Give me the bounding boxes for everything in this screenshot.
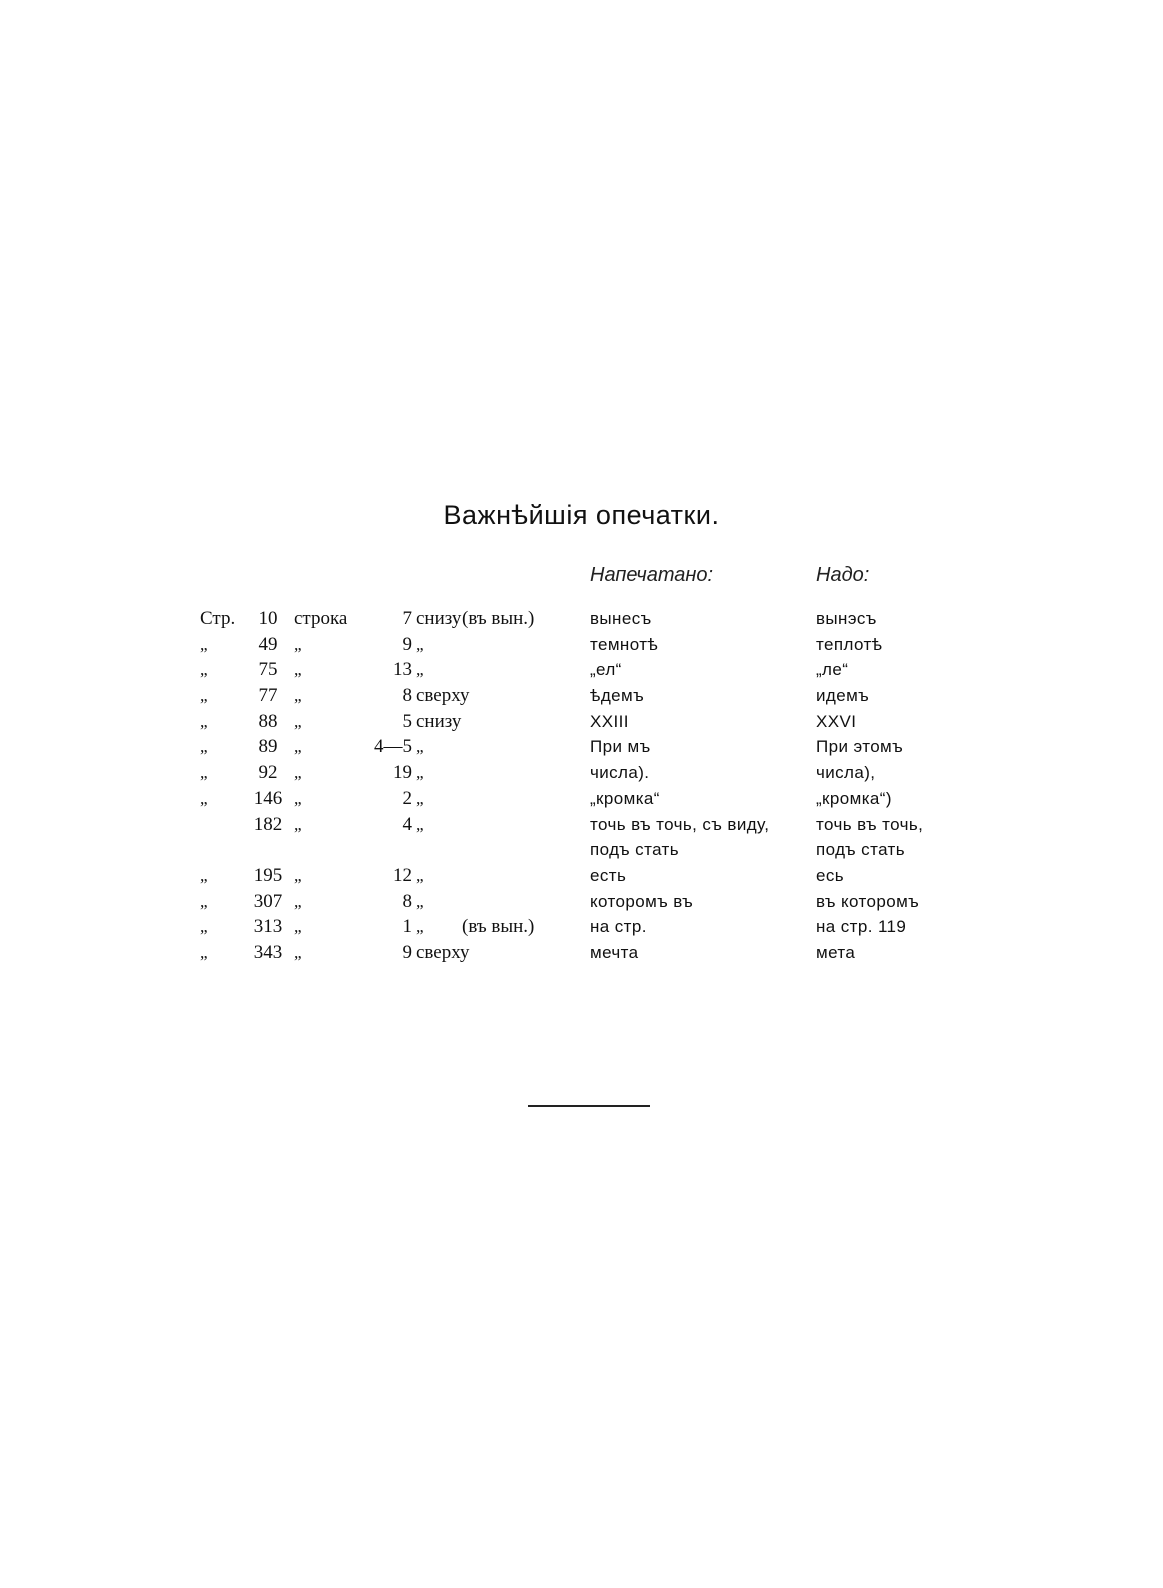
line-word-cell: строка [294,608,348,629]
line-word-cell: „ [294,917,302,937]
direction-cell: „ [416,737,424,757]
note-cell: (въ вын.) [462,916,535,938]
closing-rule [528,1105,650,1107]
direction-cell: снизу [416,710,462,732]
printed-cell: ѣдемъ [590,686,645,706]
line-number-cell: 12 [393,864,412,886]
correction-cell: въ которомъ [816,891,920,911]
errata-row [0,632,1163,658]
printed-cell: на стр. [590,917,647,937]
line-word-cell: „ [294,711,302,731]
line-word-cell: „ [294,686,302,706]
printed-cell: подъ стать [590,840,679,860]
direction-cell: „ [416,788,424,808]
page-word-cell: Стр. [200,608,236,629]
errata-row [0,837,1163,863]
printed-cell: мечта [590,942,639,962]
errata-row [0,812,1163,838]
printed-cell: При мъ [590,737,651,757]
line-number-cell: 9 [402,633,412,655]
errata-row [0,709,1163,735]
header-printed: Напечатано: [590,564,714,586]
page-word-cell: „ [200,660,208,680]
line-number-cell: 2 [402,787,412,809]
line-word-cell: „ [294,814,302,834]
page-word-cell: „ [200,942,208,962]
line-number-cell: 4 [402,813,412,835]
line-word-cell: „ [294,763,302,783]
direction-cell: сверху [416,941,470,963]
errata-row [0,760,1163,786]
direction-cell: „ [416,865,424,885]
page-number-cell: 146 [253,787,283,809]
errata-table [0,606,1163,966]
page-word-cell: „ [200,711,208,731]
direction-cell: „ [416,763,424,783]
page-word-cell: „ [200,737,208,757]
page-number-cell: 343 [253,941,283,963]
correction-cell: на стр. 119 [816,917,907,937]
errata-row [0,914,1163,940]
direction-cell: „ [416,891,424,911]
errata-row [0,863,1163,889]
line-word-cell: „ [294,788,302,808]
direction-cell: сверху [416,685,470,707]
line-number-cell: 13 [393,659,412,681]
page-number-cell: 75 [258,659,278,681]
note-cell: (въ вын.) [462,608,535,629]
page-number-cell: 195 [253,864,283,886]
page-title: Важнѣйшія опечатки. [443,500,720,530]
line-word-cell: „ [294,865,302,885]
direction-cell: „ [416,660,424,680]
direction-cell: снизу [416,608,462,629]
line-number-cell: 8 [402,890,412,912]
printed-cell: темнотѣ [590,634,659,654]
page-number-cell: 49 [258,633,278,655]
direction-cell: „ [416,634,424,654]
correction-cell: точь въ точь, [816,814,924,834]
correction-cell: XXVI [816,711,857,731]
printed-cell: „кромка“ [590,788,660,808]
line-number-cell: 5 [402,710,412,732]
line-number-cell: 7 [402,608,412,629]
page-number-cell: 77 [258,685,278,707]
correction-cell: вынэсъ [816,609,877,628]
errata-row [0,657,1163,683]
page-word-cell: „ [200,686,208,706]
page-number-cell: 92 [258,762,278,784]
line-number-cell: 19 [393,762,412,784]
page-word-cell: „ [200,865,208,885]
printed-cell: вынесъ [590,609,652,628]
correction-cell: „ле“ [816,660,849,680]
line-word-cell: „ [294,660,302,680]
header-should: Надо: [816,564,870,586]
page-number-cell: 89 [258,736,278,758]
line-number-cell: 8 [402,685,412,707]
line-word-cell: „ [294,737,302,757]
printed-cell: числа). [590,763,650,783]
page-word-cell: „ [200,891,208,911]
line-number-cell: 1 [402,916,412,938]
page-number-cell: 313 [253,916,283,938]
errata-row [0,683,1163,709]
page-number-cell: 307 [253,890,283,912]
direction-cell: „ [416,814,424,834]
correction-cell: есь [816,865,845,885]
page-number-cell: 88 [258,710,278,732]
correction-cell: числа), [816,763,876,783]
page-word-cell: „ [200,917,208,937]
errata-row [0,889,1163,915]
page-word-cell: „ [200,788,208,808]
line-word-cell: „ [294,942,302,962]
page-word-cell: „ [200,763,208,783]
correction-cell: При этомъ [816,737,904,757]
line-word-cell: „ [294,891,302,911]
correction-cell: мета [816,942,856,962]
correction-cell: „кромка“) [816,788,892,808]
line-word-cell: „ [294,634,302,654]
correction-cell: идемъ [816,686,870,706]
printed-cell: XXIII [590,711,629,731]
direction-cell: „ [416,917,424,937]
errata-row [0,940,1163,966]
line-number-cell: 4—5 [374,736,412,758]
line-number-cell: 9 [402,941,412,963]
printed-cell: которомъ въ [590,891,694,911]
page-number-cell: 10 [258,608,278,629]
correction-cell: теплотѣ [816,634,883,654]
printed-cell: „ел“ [590,660,622,680]
correction-cell: подъ стать [816,840,905,860]
errata-row [0,606,1163,632]
errata-row [0,786,1163,812]
page-number-cell: 182 [253,813,283,835]
printed-cell: есть [590,865,627,885]
errata-row [0,734,1163,760]
printed-cell: точь въ точь, съ виду, [590,814,770,834]
page-word-cell: „ [200,634,208,654]
